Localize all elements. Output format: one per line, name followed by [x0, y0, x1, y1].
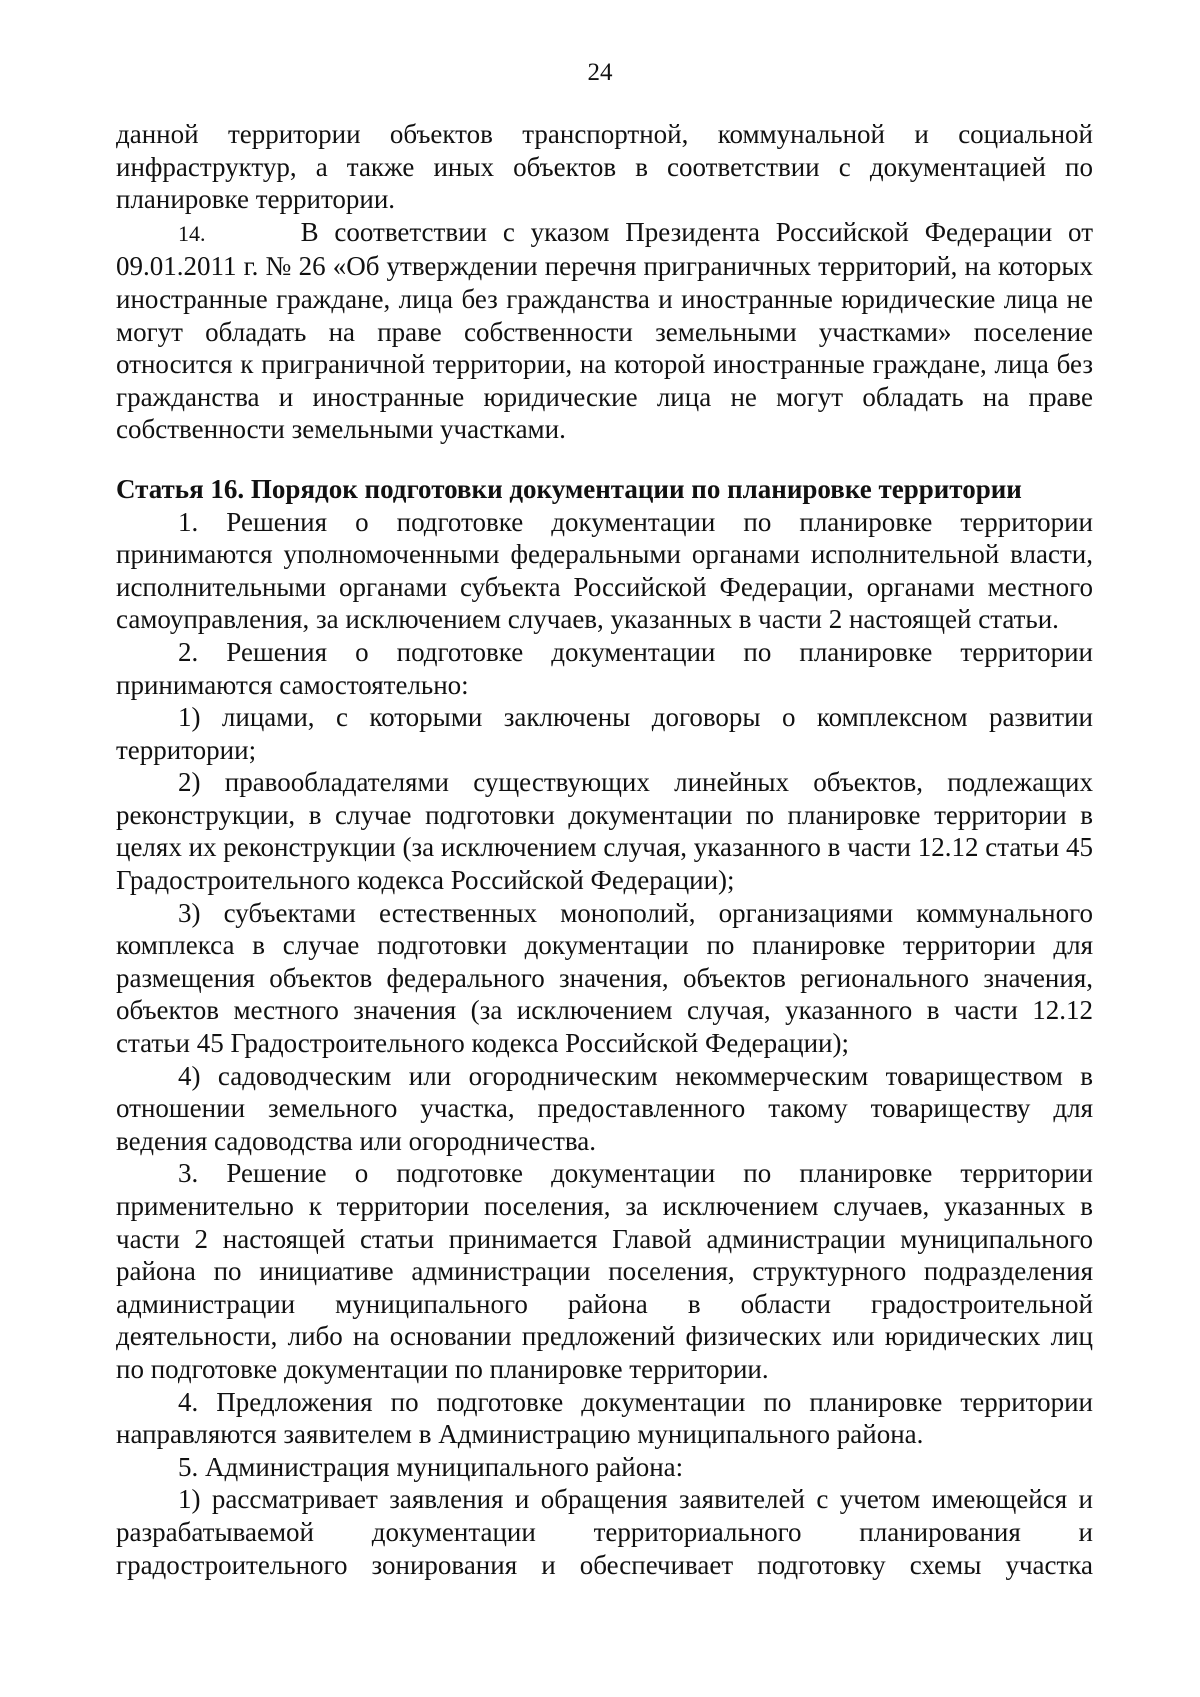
document-body [116, 118, 1093, 1581]
sub-item-2: 2) правообладателями существующих линейных объектов, подлежащих реконструкции, в случае подготовки документации по планировке территории в целях их реконструкции (за исключением случая, указанного в части 12.12 статьи 45 Градостроительного кодекса Российской Федерации); [116, 767, 1093, 896]
sub-item-3: 3) субъектами естественных монополий, организациями коммунального комплекса в случае подготовки документации по планировке территории для размещения объектов федерального значения, объектов регионального значения, объектов местного значения (за исключением случая, указанного в части 12.12 статьи 45 Градостроительного кодекса Российской Федерации); [116, 897, 1093, 1059]
item-14-number: 14. [178, 220, 206, 246]
paragraph-5: 5. Администрация муниципального района: [178, 1451, 684, 1482]
paragraph-continued: данной территории объектов транспортной, коммунальной и социальной инфраструктур, а также иных объектов в соответствии с документацией по планировке территории. [116, 119, 1093, 215]
paragraph-2: 2. Решения о подготовке документации по планировке территории принимаются самостоятельно: [116, 636, 1093, 700]
paragraph-3: 3. Решение о подготовке документации по планировке территории применительно к территории поселения, за исключением случаев, указанных в части 2 настоящей статьи принимается Главой администрации муниципального района по инициативе администрации поселения, структурного подразделения администрации муниципального района в области градостроительной деятельности, либо на основании предложений физических или юридических лиц по подготовке документации по планировке территории. [116, 1158, 1093, 1384]
sub-item-5-1: 1) рассматривает заявления и обращения заявителей с учетом имеющейся и разрабатываемой документации территориального планирования и градостроительного зонирования и обеспечивает подготовку схемы участка [116, 1484, 1093, 1580]
sub-item-1: 1) лицами, с которыми заключены договоры о комплексном развитии территории; [116, 702, 1093, 765]
paragraph-4: 4. Предложения по подготовке документации по планировке территории направляются заявителем в Администрацию муниципального района. [116, 1386, 1093, 1450]
item-14-text: В соответствии с указом Президента Российской Федерации от 09.01.2011 г. № 26 «Об утверждении перечня приграничных территорий, на которых иностранные граждане, лица без гражданства и иностранные юридические лица не могут обладать на праве собственности земельными участками» поселение относится к приграничной территории, на которой иностранные граждане, лица без гражданства и иностранные юридические лица не могут обладать на праве собственности земельными участками. [116, 216, 1094, 445]
paragraph-item-14 [116, 216, 1093, 446]
article-heading: Статья 16. Порядок подготовки документации по планировке территории [116, 473, 1022, 504]
paragraph-1: 1. Решения о подготовке документации по планировке территории принимаются уполномоченными федеральными органами исполнительной власти, исполнительными органами субъекта Российской Федерации, органами местного самоуправления, за исключением случаев, указанных в части 2 настоящей статьи. [116, 506, 1093, 635]
sub-item-4: 4) садоводческим или огородническим некоммерческим товариществом в отношении земельного участка, предоставленного такому товариществу для ведения садоводства или огородничества. [116, 1060, 1093, 1156]
page-number: 24 [587, 59, 613, 86]
